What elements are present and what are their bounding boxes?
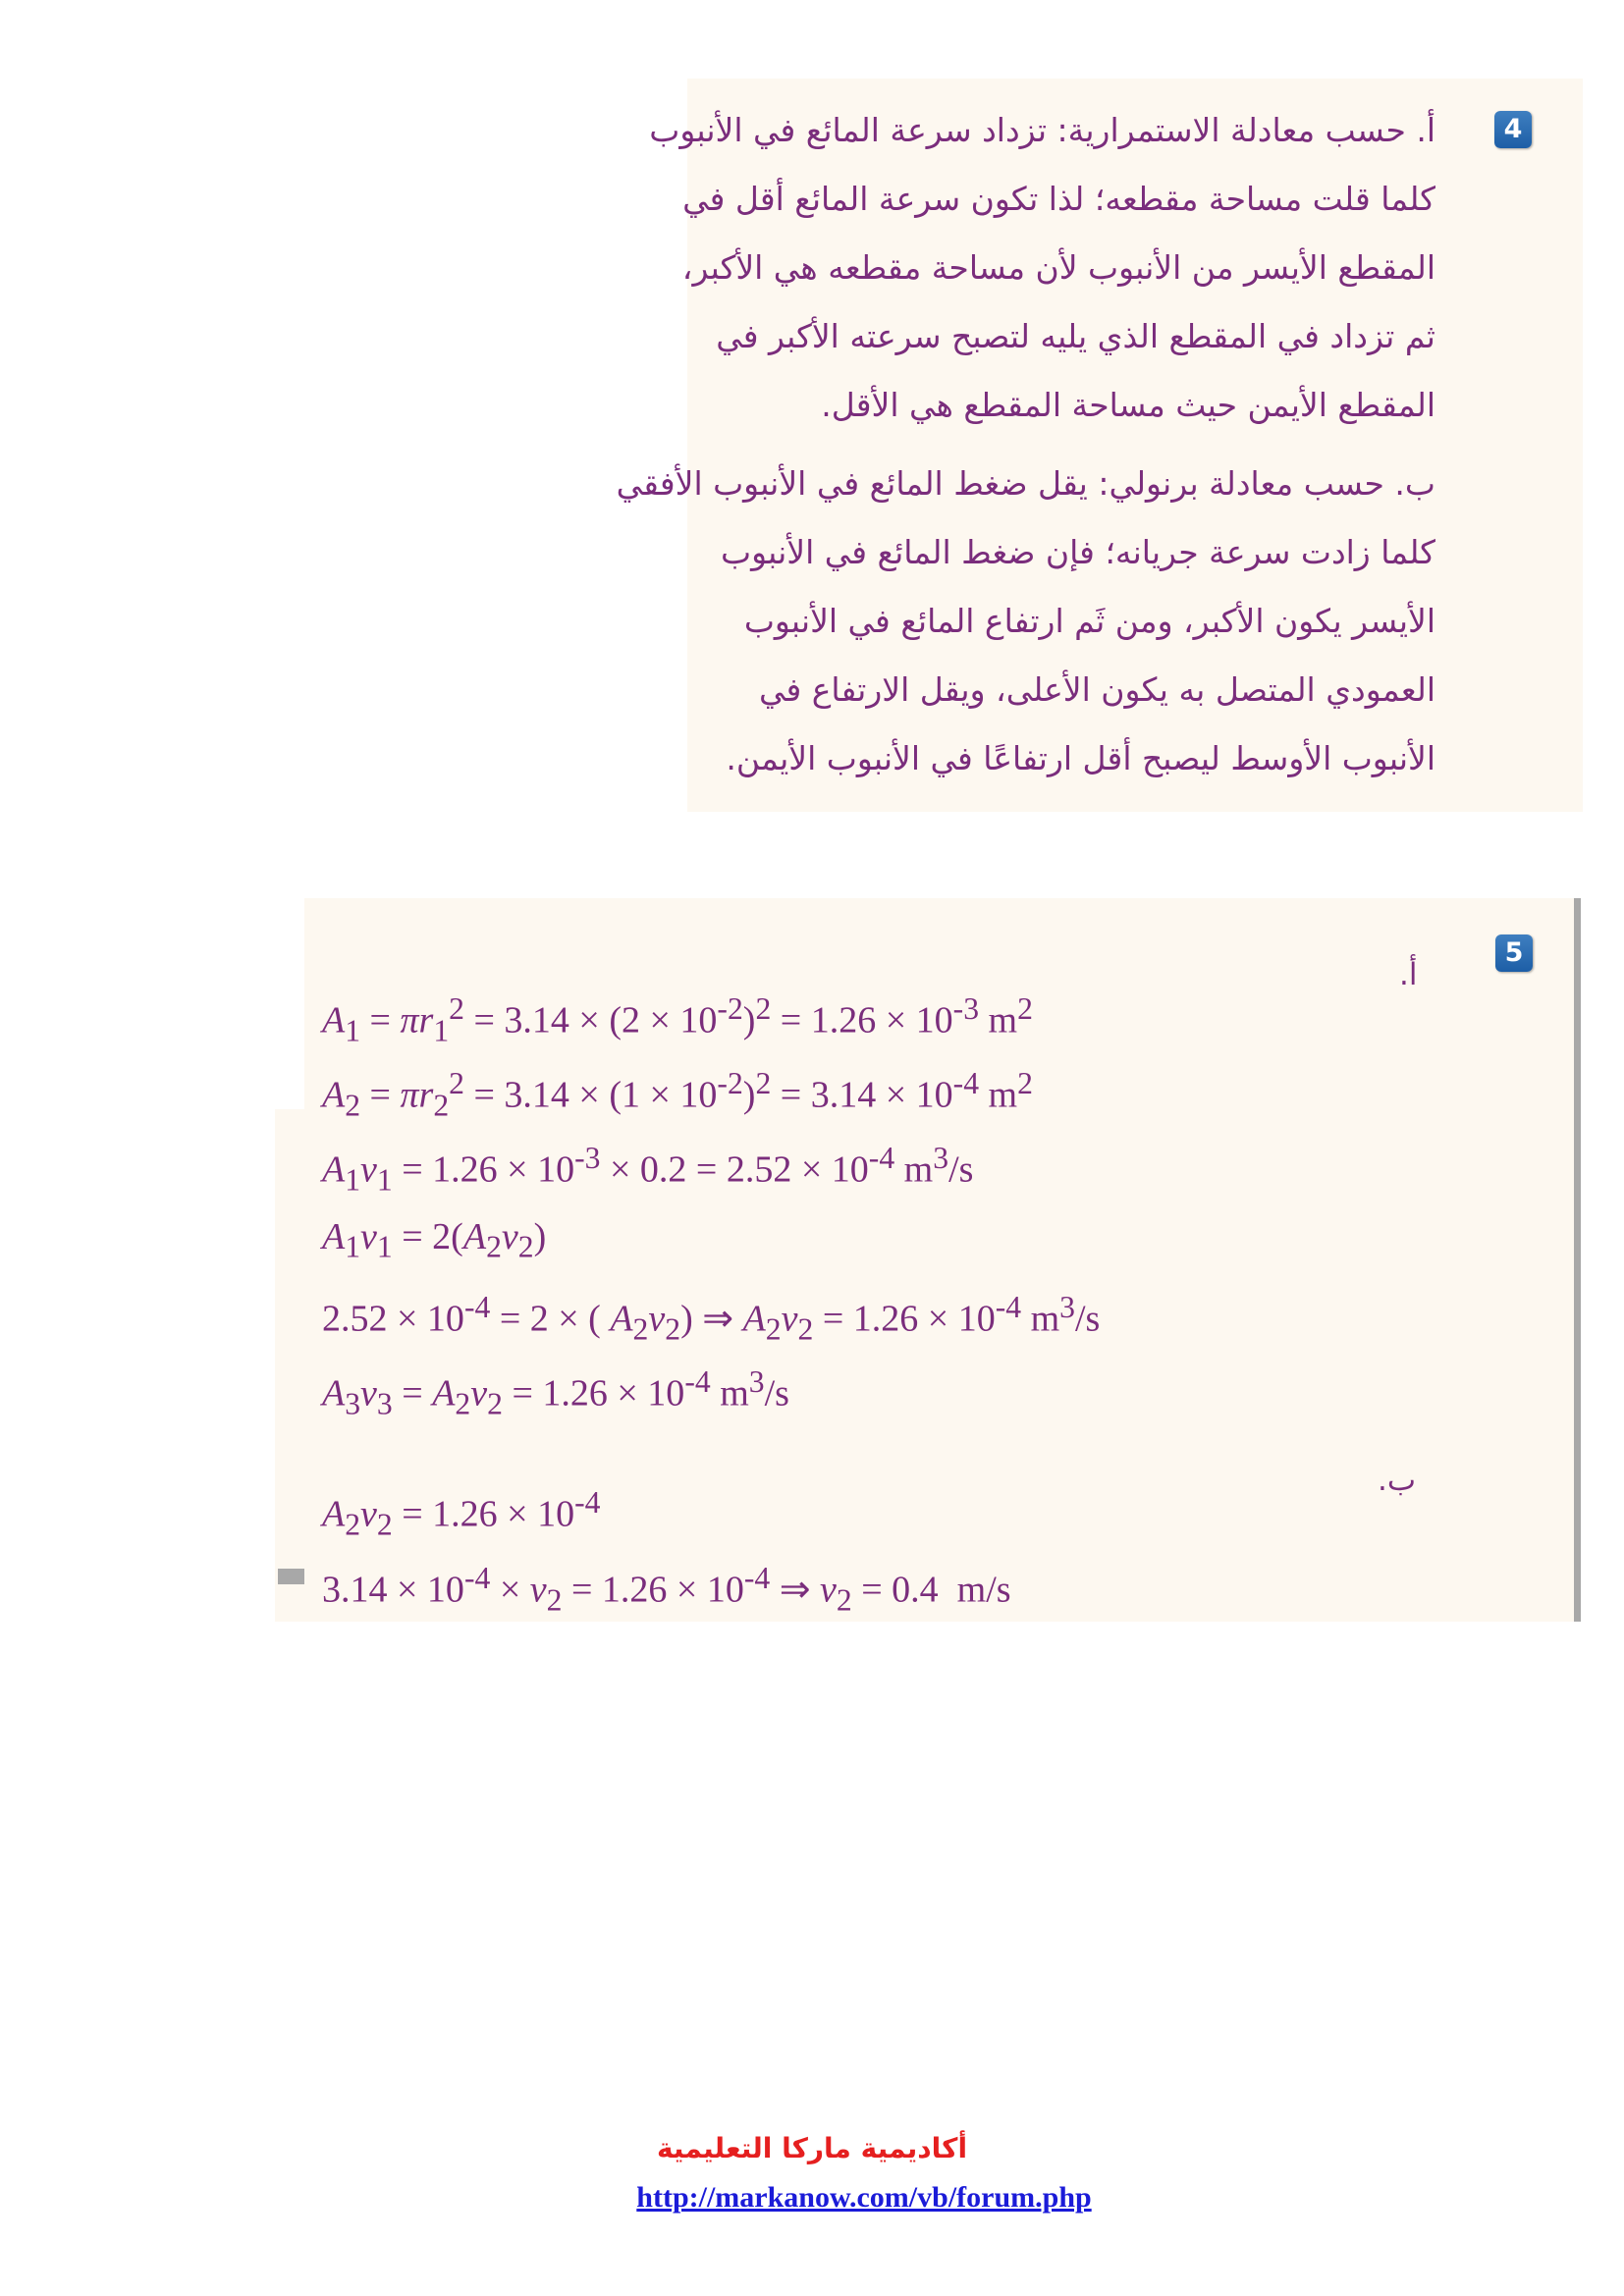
q5-part-a-label: أ. bbox=[1399, 957, 1418, 992]
right-border-bar bbox=[1574, 898, 1581, 1622]
q4-line-1: أ. حسب معادلة الاستمرارية: تزداد سرعة المائع في الأنبوب bbox=[649, 111, 1435, 149]
question-5-box-strip bbox=[275, 1109, 314, 1622]
equation-5: $2.52 \times 10^{-4} = 2$ × ( $A_2v_2$) ⇒ $A_2v_2 = 1.26 \times 10^{-4}$ $m^3/s$ bbox=[322, 1290, 1101, 1347]
equation-4: $A_1v_1 = 2(A_2v_2)$ bbox=[322, 1216, 547, 1264]
q4-line-6: ب. حسب معادلة برنولي: يقل ضغط المائع في الأنبوب الأفقي bbox=[616, 464, 1435, 503]
q4-line-5: المقطع الأيمن حيث مساحة المقطع هي الأقل. bbox=[821, 386, 1435, 424]
question-4-badge: 4 bbox=[1494, 111, 1532, 148]
q4-line-3: المقطع الأيسر من الأنبوب لأن مساحة مقطعه هي الأكبر، bbox=[681, 248, 1435, 287]
equation-3: $A_1v_1 = 1.26 \times 10^{-3} \times 0.2 = 2.52 \times 10^{-4}$ $m^3/s$ bbox=[322, 1141, 974, 1198]
equation-8: $3.14 \times 10^{-4} \times v_2 = 1.26 \times 10^{-4}$ ⇒ $v_2 = 0.4$ m/s bbox=[322, 1561, 1011, 1618]
question-5-badge: 5 bbox=[1495, 934, 1533, 972]
footer-link[interactable]: http://markanow.com/vb/forum.php bbox=[636, 2181, 1092, 2214]
q5-part-b-label: ب. bbox=[1378, 1463, 1417, 1498]
q4-line-7: كلما زادت سرعة جريانه؛ فإن ضغط المائع في الأنبوب bbox=[721, 533, 1435, 571]
footer-title: أكاديمية ماركا التعليمية bbox=[656, 2132, 968, 2164]
q4-line-9: العمودي المتصل به يكون الأعلى، ويقل الارتفاع في bbox=[758, 670, 1435, 709]
q4-line-4: ثم تزداد في المقطع الذي يليه لتصبح سرعته الأكبر في bbox=[716, 317, 1435, 355]
q4-line-10: الأنبوب الأوسط ليصبح أقل ارتفاعًا في الأنبوب الأيمن. bbox=[726, 739, 1435, 777]
left-marker bbox=[278, 1569, 304, 1584]
q4-line-8: الأيسر يكون الأكبر، ومن ثَم ارتفاع المائع في الأنبوب bbox=[743, 602, 1435, 640]
equation-2: $A_2 = \pi r_2^2 = 3.14 \times (1 \times 10^{-2})^2 = 3.14 \times 10^{-4}$ $m^2$ bbox=[322, 1066, 1033, 1123]
q4-line-2: كلما قلت مساحة مقطعه؛ لذا تكون سرعة المائع أقل في bbox=[682, 180, 1435, 218]
equation-6: $A_3v_3 = A_2v_2 = 1.26 \times 10^{-4}$ $m^3/s$ bbox=[322, 1364, 789, 1421]
question-4-box bbox=[616, 79, 1583, 812]
equation-7: $A_2v_2 = 1.26 \times 10^{-4}$ bbox=[322, 1485, 601, 1542]
question-4-text bbox=[616, 79, 1435, 812]
equation-1: $A_1 = \pi r_1^2 = 3.14 \times (2 \times 10^{-2})^2 = 1.26 \times 10^{-3}$ $m^2$ bbox=[322, 991, 1033, 1048]
